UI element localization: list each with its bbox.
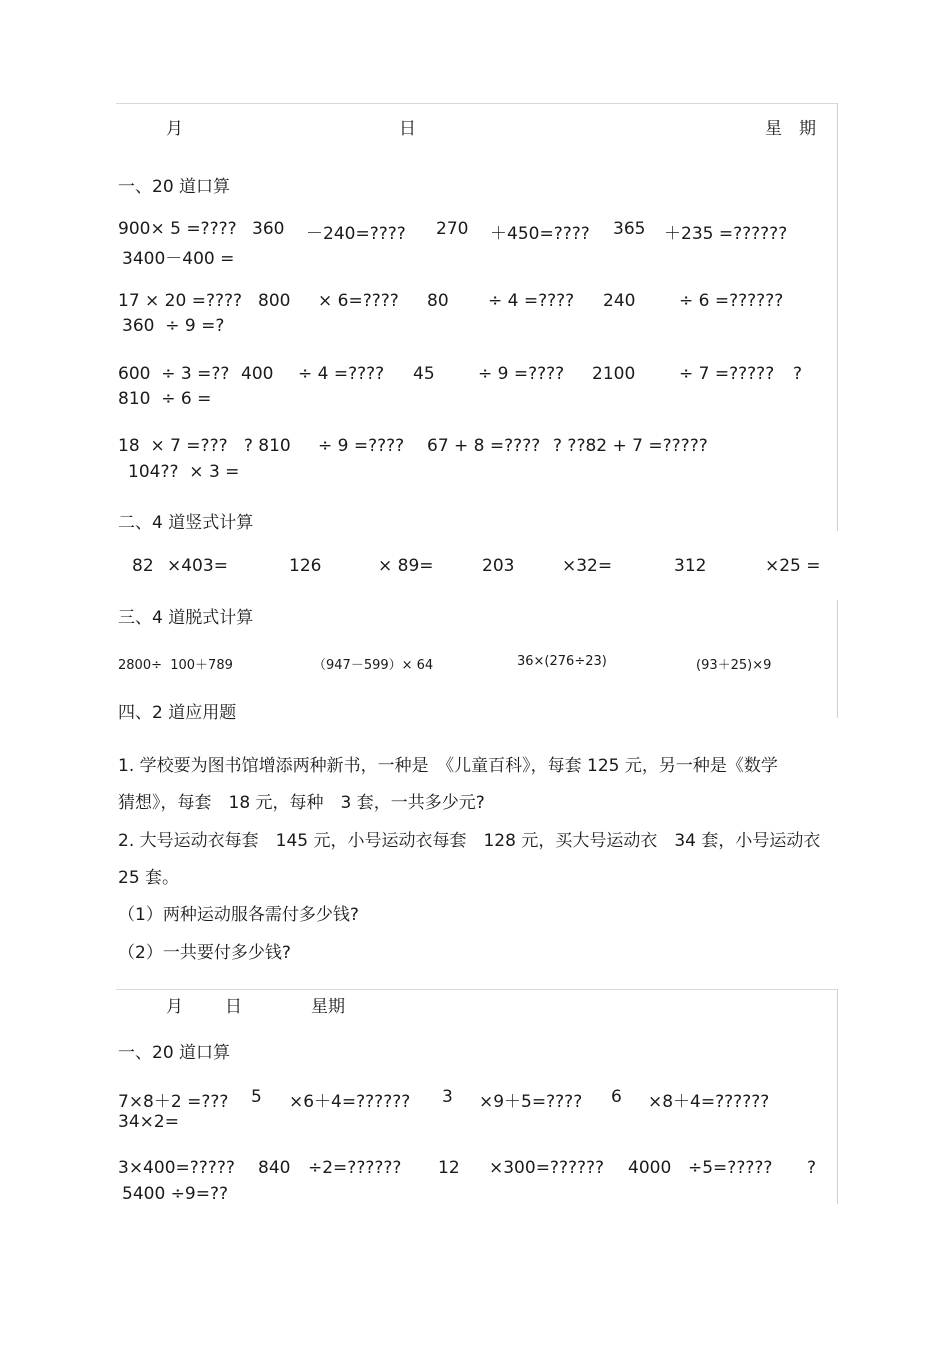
oral-item: 400 <box>241 364 274 384</box>
oral-item: ÷2=?????? <box>308 1158 402 1178</box>
oral-item: 67 + 8 =???? <box>427 436 541 456</box>
oral-item: ×9＋5=???? <box>479 1092 583 1112</box>
vertical-item: 203 <box>482 556 515 576</box>
oral-item: ×300=?????? <box>489 1158 605 1178</box>
word-problem-line: 25 套。 <box>118 868 180 888</box>
oral-item: ÷ 4 =???? <box>298 364 385 384</box>
oral-item: 360 <box>252 219 285 239</box>
oral-item: ? <box>807 1158 817 1178</box>
oral-item: 840 <box>258 1158 291 1178</box>
oral-item: 800 <box>258 291 291 311</box>
oral-item: ÷ 7 =????? <box>679 364 775 384</box>
oral-item: 365 <box>613 219 646 239</box>
word-problem-line: 1. 学校要为图书馆增添两种新书，一种是 《儿童百科》，每套 125 元，另一种是《数学 <box>118 756 778 776</box>
month-label: 月 <box>166 997 183 1017</box>
oral-item: 104?? × 3 = <box>128 462 240 482</box>
section-title-vertical: 二、4 道竖式计算 <box>118 513 254 533</box>
oral-item: ÷ 4 =???? <box>488 291 575 311</box>
oral-item: －240=???? <box>306 224 406 244</box>
mixed-item: (93＋25)×9 <box>696 658 772 673</box>
right-rule-2 <box>837 600 838 718</box>
top-rule <box>116 103 838 104</box>
right-rule-1 <box>837 103 838 531</box>
page2-rule <box>116 989 838 990</box>
oral-item: 18 × 7 =??? ? 810 <box>118 436 291 456</box>
oral-item: 270 <box>436 219 469 239</box>
section-title-oral: 一、20 道口算 <box>118 1043 231 1063</box>
vertical-item: ×25 = <box>765 556 821 576</box>
oral-item: ? <box>793 364 803 384</box>
oral-item: 5 <box>251 1087 262 1107</box>
section-title-word-problems: 四、2 道应用题 <box>118 703 237 723</box>
oral-item: 7×8＋2 =??? <box>118 1092 229 1112</box>
vertical-item: 126 <box>289 556 322 576</box>
oral-item: 900× 5 =???? <box>118 219 237 239</box>
weekday-label: 星期 <box>311 997 345 1017</box>
month-label: 月 <box>166 119 183 139</box>
day-label: 日 <box>399 119 416 139</box>
oral-item: 810 ÷ 6 = <box>118 389 212 409</box>
word-problem-line: （1）两种运动服各需付多少钱? <box>118 905 359 925</box>
oral-item: 80 <box>427 291 449 311</box>
vertical-item: ×32= <box>562 556 613 576</box>
section-title-mixed: 三、4 道脱式计算 <box>118 608 254 628</box>
oral-item: × 6=???? <box>318 291 399 311</box>
oral-item: ÷ 9 =???? <box>318 436 405 456</box>
oral-item: 12 <box>438 1158 460 1178</box>
oral-item: ×8＋4=?????? <box>648 1092 770 1112</box>
oral-item: 17 × 20 =???? <box>118 291 243 311</box>
vertical-item: 312 <box>674 556 707 576</box>
vertical-item: 82 <box>132 556 154 576</box>
oral-item: 3400－400 = <box>122 249 235 269</box>
mixed-item: 36×(276÷23) <box>517 654 607 669</box>
section-title-oral: 一、20 道口算 <box>118 177 231 197</box>
mixed-item: （947－599）× 64 <box>313 658 434 673</box>
oral-item: 3 <box>442 1087 453 1107</box>
weekday-label: 星 期 <box>765 119 816 139</box>
oral-item: 4000 <box>628 1158 672 1178</box>
oral-item: 3×400=????? <box>118 1158 235 1178</box>
mixed-item: 2800÷ 100＋789 <box>118 658 233 673</box>
oral-item: 240 <box>603 291 636 311</box>
vertical-item: ×403= <box>167 556 228 576</box>
word-problem-line: 猜想》，每套 18 元，每种 3 套，一共多少元? <box>118 793 485 813</box>
oral-item: 45 <box>413 364 435 384</box>
oral-item: ×6＋4=?????? <box>289 1092 411 1112</box>
oral-item: 360 ÷ 9 =? <box>122 316 225 336</box>
word-problem-line: 2. 大号运动衣每套 145 元，小号运动衣每套 128 元，买大号运动衣 34 套，小号运动衣 <box>118 831 821 851</box>
oral-item: 6 <box>611 1087 622 1107</box>
oral-item: 600 ÷ 3 =?? <box>118 364 230 384</box>
oral-item: ÷ 6 =?????? <box>679 291 784 311</box>
oral-item: ＋450=???? <box>490 224 590 244</box>
oral-item: ÷5=????? <box>688 1158 773 1178</box>
oral-item: 5400 ÷9=?? <box>122 1184 229 1204</box>
vertical-item: × 89= <box>378 556 434 576</box>
day-label: 日 <box>225 997 242 1017</box>
oral-item: 2100 <box>592 364 636 384</box>
oral-item: ＋235 =?????? <box>664 224 788 244</box>
word-problem-line: （2）一共要付多少钱? <box>118 943 291 963</box>
oral-item: ? ??82 + 7 =????? <box>553 436 708 456</box>
oral-item: ÷ 9 =???? <box>478 364 565 384</box>
right-rule-3 <box>837 989 838 1204</box>
oral-item: 34×2= <box>118 1112 179 1132</box>
